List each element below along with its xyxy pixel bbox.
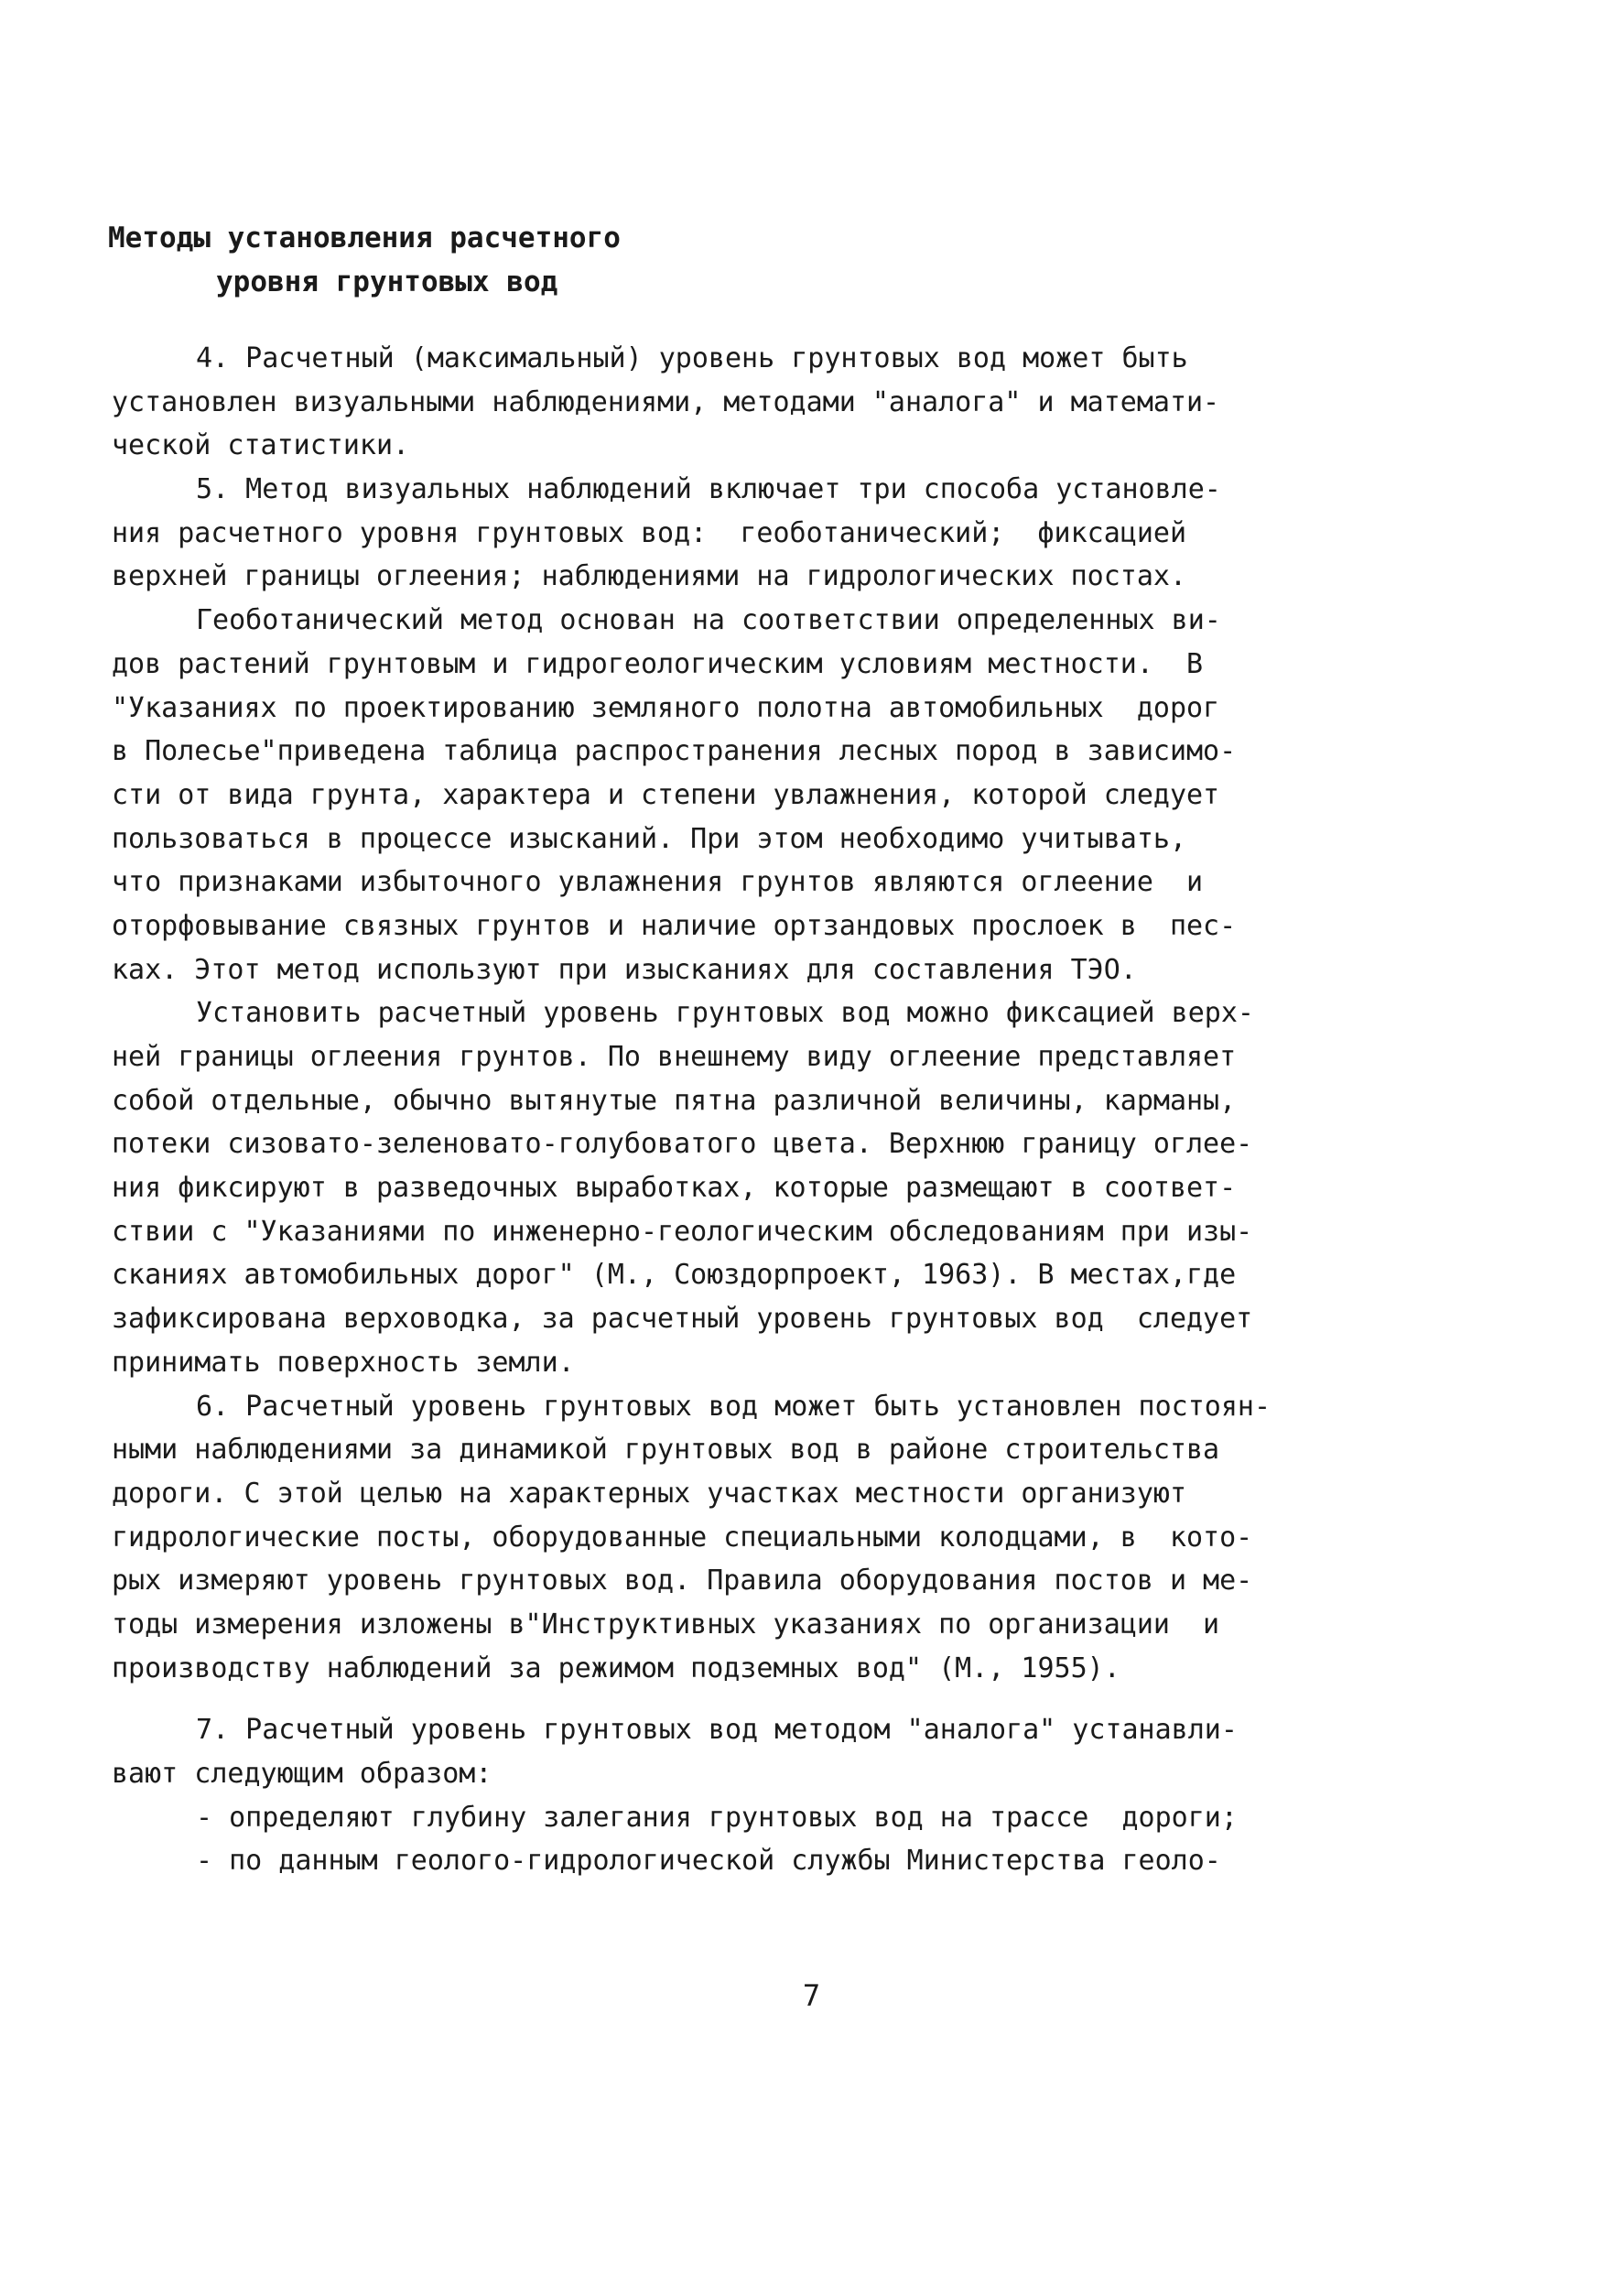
paragraph-5-line-1: 5. Метод визуальных наблюдений включает три способа установле-: [196, 473, 1221, 506]
section-heading-line-1: Методы установления расчетного: [108, 222, 621, 255]
paragraph-7-list-item-1: - определяют глубину залегания грунтовых вод на трассе дороги;: [196, 1801, 1238, 1834]
paragraph-gleying-line-4: потеки сизовато-зеленовато-голубоватого цвета. Верхнюю границу оглее-: [112, 1128, 1253, 1161]
paragraph-geobotanical-line-8: оторфовывание связных грунтов и наличие ортзандовых прослоек в пес-: [112, 909, 1237, 942]
page-number: 7: [802, 1978, 821, 2013]
paragraph-6-line-4: гидрологические посты, оборудованные специальными колодцами, в кото-: [112, 1521, 1253, 1554]
paragraph-gleying-line-9: принимать поверхность земли.: [112, 1346, 575, 1379]
body-text: [112, 337, 1393, 1883]
paragraph-gleying-line-3: собой отдельные, обычно вытянутые пятна различной величины, карманы,: [112, 1084, 1237, 1117]
paragraph-5-line-3: верхней границы оглеения; наблюдениями на гидрологических постах.: [112, 560, 1186, 593]
paragraph-6-line-2: ными наблюдениями за динамикой грунтовых вод в районе строительства: [112, 1434, 1220, 1467]
paragraph-6-line-6: тоды измерения изложены в"Инструктивных указаниях по организации и: [112, 1608, 1220, 1641]
paragraph-geobotanical-line-6: пользоваться в процессе изысканий. При этом необходимо учитывать,: [112, 822, 1186, 855]
paragraph-6-line-3: дороги. С этой целью на характерных участках местности организуют: [112, 1477, 1186, 1510]
paragraph-4-line-2: установлен визуальными наблюдениями, методами "аналога" и математи-: [112, 385, 1220, 418]
paragraph-geobotanical-line-5: сти от вида грунта, характера и степени увлажнения, которой следует: [112, 778, 1220, 811]
paragraph-7-line-2: вают следующим образом:: [112, 1758, 492, 1790]
paragraph-gleying-line-5: ния фиксируют в разведочных выработках, которые размещают в соответ-: [112, 1172, 1237, 1205]
paragraph-geobotanical-line-4: в Полесье"приведена таблица распространения лесных пород в зависимо-: [112, 735, 1237, 768]
paragraph-7-line-1: 7. Расчетный уровень грунтовых вод методом "аналога" устанавли-: [196, 1714, 1238, 1747]
paragraph-gleying-line-1: Установить расчетный уровень грунтовых вод можно фиксацией верх-: [196, 997, 1254, 1030]
paragraph-geobotanical-line-1: Геоботанический метод основан на соответствии определенных ви-: [196, 604, 1221, 637]
paragraph-6-line-1: 6. Расчетный уровень грунтовых вод может быть установлен постоян-: [196, 1390, 1271, 1423]
paragraph-gleying-line-6: ствии с "Указаниями по инженерно-геологическим обследованиям при изы-: [112, 1215, 1253, 1248]
section-heading-line-2: уровня грунтовых вод: [216, 265, 558, 298]
paragraph-geobotanical-line-7: что признаками избыточного увлажнения грунтов являются оглеение и: [112, 866, 1204, 899]
paragraph-4-line-3: ческой статистики.: [112, 429, 410, 462]
paragraph-spacer: [112, 1690, 1393, 1708]
paragraph-geobotanical-line-9: ках. Этот метод используют при изысканиях для составления ТЭО.: [112, 953, 1137, 986]
paragraph-geobotanical-line-2: дов растений грунтовым и гидрогеологическим условиям местности. В: [112, 647, 1204, 680]
paragraph-4-line-1: 4. Расчетный (максимальный) уровень грунтовых вод может быть: [196, 342, 1188, 374]
paragraph-7-list-item-2: - по данным геолого-гидрологической службы Министерства геоло-: [196, 1845, 1221, 1878]
paragraph-6-line-5: рых измеряют уровень грунтовых вод. Правила оборудования постов и ме-: [112, 1565, 1253, 1597]
paragraph-geobotanical-line-3: "Указаниях по проектированию земляного полотна автомобильных дорог: [112, 691, 1220, 724]
paragraph-gleying-line-8: зафиксирована верховодка, за расчетный уровень грунтовых вод следует: [112, 1303, 1253, 1336]
paragraph-5-line-2: ния расчетного уровня грунтовых вод: геоботанический; фиксацией: [112, 516, 1186, 549]
paragraph-6-line-7: производству наблюдений за режимом подземных вод" (М., 1955).: [112, 1652, 1120, 1684]
paragraph-gleying-line-7: сканиях автомобильных дорог" (М., Союздорпроект, 1963). В местах,где: [112, 1259, 1237, 1292]
paragraph-gleying-line-2: ней границы оглеения грунтов. По внешнему виду оглеение представляет: [112, 1041, 1237, 1073]
section-heading: [108, 216, 621, 304]
